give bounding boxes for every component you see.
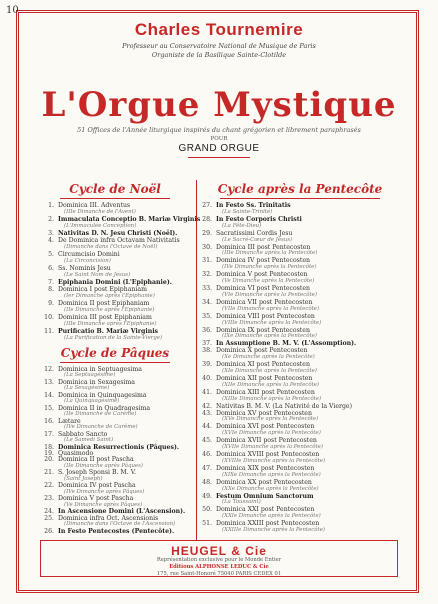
office-subtitle: (XXIe Dimanche après la Pentecôte) bbox=[222, 513, 321, 520]
cycle-paques-rule bbox=[60, 362, 170, 363]
cycle-noel-rule bbox=[60, 198, 170, 199]
publisher-name: HEUGEL & Cie bbox=[171, 544, 267, 558]
office-number: 37. bbox=[202, 340, 212, 348]
office-number: 15. bbox=[44, 404, 54, 412]
office-title: Dominica in Sexagesima bbox=[58, 378, 135, 386]
publisher-line-2: Editions ALPHONSE LEDUC & Cie bbox=[169, 564, 269, 570]
office-subtitle: (IIe Dimanche de Carême) bbox=[64, 411, 137, 418]
office-title: In Festo Ss. Trinitatis bbox=[216, 202, 291, 209]
work-title: L'Orgue Mystique bbox=[41, 85, 397, 125]
office-subtitle: (La Septuagésime) bbox=[64, 372, 116, 379]
office-title: Dominica II post Pascha bbox=[58, 456, 134, 464]
office-title: Dominica XX post Pentecosten bbox=[216, 478, 312, 486]
column-divider bbox=[196, 180, 197, 540]
office-number: 45. bbox=[202, 437, 212, 445]
office-title: Dominica III post Pentecosten bbox=[216, 243, 311, 251]
instrument-label: GRAND ORGUE bbox=[178, 143, 260, 154]
office-number: 17. bbox=[44, 430, 54, 438]
office-entry bbox=[42, 528, 174, 535]
office-entry bbox=[42, 216, 200, 223]
office-number: 5. bbox=[48, 251, 54, 258]
office-number: 46. bbox=[202, 451, 212, 458]
office-subtitle: (IIe Dimanche après Pâques) bbox=[64, 462, 143, 469]
office-subtitle: (La Quinquagésime) bbox=[64, 398, 120, 405]
office-number: 7. bbox=[48, 279, 54, 286]
office-number: 8. bbox=[48, 286, 54, 293]
office-entry bbox=[42, 202, 130, 209]
office-number: 33. bbox=[202, 285, 212, 292]
office-number: 40. bbox=[202, 374, 212, 382]
office-number: 16. bbox=[44, 417, 54, 425]
office-subtitle: (La Toussaint) bbox=[222, 499, 261, 506]
office-title: In Ascensione Domini (L'Ascension). bbox=[58, 508, 186, 516]
office-subtitle: (Xe Dimanche après la Pentecôte) bbox=[222, 354, 315, 361]
office-number: 18. bbox=[44, 443, 54, 451]
office-title: Circumcisio Domini bbox=[58, 251, 120, 258]
office-entry bbox=[42, 279, 172, 286]
publisher-line-3: 175, rue Saint-Honoré 75040 PARIS CEDEX 01 bbox=[156, 571, 282, 577]
office-title: Dominica XVIII post Pentecosten bbox=[216, 451, 320, 458]
office-title: Dominica IV post Pentecosten bbox=[216, 257, 310, 265]
office-entry bbox=[42, 286, 147, 293]
office-number: 24. bbox=[44, 508, 54, 516]
cycle-noel-heading: Cycle de Noël bbox=[69, 182, 161, 196]
office-subtitle: (IIe Dimanche après l'Epiphanie) bbox=[64, 307, 155, 313]
office-number: 27. bbox=[202, 202, 212, 209]
office-number: 25. bbox=[44, 514, 54, 522]
office-number: 23. bbox=[44, 495, 54, 503]
office-subtitle: (L'Immaculée Conception) bbox=[64, 223, 137, 229]
office-number: 39. bbox=[202, 361, 212, 369]
office-number: 10. bbox=[44, 314, 54, 321]
office-subtitle: (IIIe Dimanche après la Pentecôte) bbox=[222, 250, 318, 257]
office-entry bbox=[42, 265, 111, 272]
office-number: 41. bbox=[202, 388, 212, 396]
office-title: Dominica Resurrectionis (Pâques). bbox=[58, 443, 180, 451]
page-number: 10 bbox=[6, 5, 19, 16]
title-rule bbox=[188, 157, 250, 158]
office-number: 32. bbox=[202, 271, 212, 279]
office-number: 26. bbox=[44, 527, 54, 535]
office-subtitle: (Le Samedi Saint) bbox=[64, 437, 114, 444]
office-title: Dominica IX post Pentecosten bbox=[216, 326, 310, 334]
office-number: 20. bbox=[44, 456, 54, 464]
office-number: 38. bbox=[202, 347, 212, 355]
office-subtitle: (Dimanche dans l'Octave de Noël) bbox=[64, 244, 158, 250]
office-subtitle: (XVe Dimanche après la Pentecôte) bbox=[222, 416, 319, 423]
office-title: Dominica II in Quadragesima bbox=[58, 404, 151, 412]
office-title: Dominica XIX post Pentecosten bbox=[216, 464, 315, 472]
office-number: 2. bbox=[48, 216, 54, 223]
office-subtitle: (La Sexagésime) bbox=[64, 385, 110, 392]
office-title: Dominica in Septuagesima bbox=[58, 366, 142, 373]
composer-name: Charles Tournemire bbox=[134, 20, 304, 39]
office-title: Dominica XIII post Pentecosten bbox=[216, 388, 315, 396]
office-number: 51. bbox=[202, 520, 212, 528]
office-entry bbox=[42, 300, 149, 307]
office-title: Lætare bbox=[58, 417, 81, 425]
office-title: Dominica III post Epiphaniam bbox=[58, 314, 152, 321]
office-title: Dominica VI post Pentecosten bbox=[216, 285, 310, 292]
office-subtitle: (Dimanche dans l'Octave de l'Ascension) bbox=[64, 521, 176, 528]
office-entry bbox=[42, 237, 180, 244]
office-subtitle: (La Sainte-Trinité) bbox=[222, 208, 273, 215]
office-subtitle: (Le Saint Nom de Jésus) bbox=[64, 272, 131, 278]
office-entry bbox=[42, 328, 158, 335]
office-number: 49. bbox=[202, 492, 212, 500]
office-subtitle: (Saint Joseph) bbox=[64, 475, 103, 482]
office-title: De Dominica infra Octavam Nativitatis bbox=[58, 237, 180, 244]
office-subtitle: (La Fête-Dieu) bbox=[222, 222, 262, 229]
office-subtitle: (XIIe Dimanche après la Pentecôte) bbox=[222, 381, 320, 388]
office-title: Dominica X post Pentecosten bbox=[216, 347, 308, 355]
cycle-paques-heading: Cycle de Pâques bbox=[60, 346, 170, 360]
office-subtitle: (Ve Dimanche après Pâques) bbox=[64, 501, 143, 508]
office-subtitle: (VIe Dimanche après la Pentecôte) bbox=[222, 291, 317, 298]
composer-title-line-2: Organiste de la Basilique Sainte-Clotilde bbox=[151, 51, 287, 59]
office-number: 36. bbox=[202, 326, 212, 334]
office-title: Dominica VII post Pentecosten bbox=[216, 298, 313, 306]
office-title: Dominica I post Epiphaniam bbox=[58, 286, 147, 293]
office-title: Dominica V post Pascha bbox=[58, 495, 134, 503]
office-number: 42. bbox=[202, 402, 212, 410]
cycle-pentecote-rule bbox=[220, 198, 380, 199]
office-number: 21. bbox=[44, 469, 54, 477]
office-number: 4. bbox=[48, 237, 54, 244]
office-number: 30. bbox=[202, 243, 212, 251]
office-number: 28. bbox=[202, 215, 212, 223]
office-number: 19. bbox=[44, 450, 54, 457]
office-subtitle: (XIIIe Dimanche après la Pentecôte) bbox=[222, 395, 322, 402]
office-title: Dominica infra Oct. Ascensionis bbox=[58, 514, 159, 522]
office-title: In Festo Pentecostes (Pentecôte). bbox=[58, 527, 175, 535]
office-title: Dominica XXI post Pentecosten bbox=[216, 506, 315, 514]
office-number: 13. bbox=[44, 378, 54, 386]
office-number: 47. bbox=[202, 464, 212, 472]
office-subtitle: (IVe Dimanche après Pâques) bbox=[64, 488, 145, 495]
office-subtitle: (XXe Dimanche après la Pentecôte) bbox=[222, 485, 319, 492]
composer-title-line-1: Professeur au Conservatoire National de Musique de Paris bbox=[122, 42, 316, 50]
office-title: Dominica XXIII post Pentecosten bbox=[216, 520, 320, 528]
office-subtitle: (IXe Dimanche après la Pentecôte) bbox=[222, 333, 317, 340]
office-title: Sacratissimi Cordis Jesu bbox=[216, 229, 293, 237]
office-entry bbox=[42, 251, 120, 258]
office-number: 50. bbox=[202, 506, 212, 514]
office-title: S. Joseph Sponsi B. M. V. bbox=[58, 469, 137, 477]
office-number: 31. bbox=[202, 257, 212, 265]
office-number: 48. bbox=[202, 478, 212, 486]
office-number: 1. bbox=[48, 202, 54, 209]
office-title: In Festo Corporis Christi bbox=[216, 215, 302, 223]
office-subtitle: (IIIe Dimanche de l'Avent) bbox=[64, 209, 136, 215]
office-subtitle: (Ve Dimanche après la Pentecôte) bbox=[222, 278, 315, 285]
office-title: Immaculata Conceptio B. Mariæ Virginis bbox=[58, 216, 201, 223]
office-subtitle: (XVIe Dimanche après la Pentecôte) bbox=[222, 430, 321, 437]
office-title: Dominica XVI post Pentecosten bbox=[216, 423, 315, 431]
office-subtitle: (XXIIIe Dimanche après la Pentecôte) bbox=[222, 527, 325, 534]
office-title: Dominica VIII post Pentecosten bbox=[216, 312, 315, 320]
office-title: Festum Omnium Sanctorum bbox=[216, 492, 314, 500]
office-title: Dominica V post Pentecosten bbox=[216, 271, 308, 279]
office-subtitle: (XVIIe Dimanche après la Pentecôte) bbox=[222, 444, 323, 451]
office-title: Quasimodo bbox=[58, 450, 94, 457]
office-title: Dominica IV post Pascha bbox=[58, 482, 136, 490]
office-title: Purificatio B. Mariæ Virginis bbox=[58, 328, 159, 335]
office-entry bbox=[42, 230, 177, 237]
office-subtitle: (IIIe Dimanche après l'Epiphanie) bbox=[64, 321, 157, 327]
office-number: 14. bbox=[44, 391, 54, 399]
office-title: Dominica II post Epiphaniam bbox=[58, 300, 150, 307]
office-subtitle: (VIIe Dimanche après la Pentecôte) bbox=[222, 305, 320, 312]
office-subtitle: (XVIIIe Dimanche après la Pentecôte) bbox=[222, 457, 326, 464]
office-number: 34. bbox=[202, 298, 212, 306]
office-subtitle: (La Circoncision) bbox=[64, 258, 111, 264]
office-subtitle: (IVe Dimanche de Carême) bbox=[64, 424, 138, 431]
office-number: 9. bbox=[48, 300, 54, 307]
office-title: Epiphania Domini (L'Epiphanie). bbox=[58, 279, 172, 286]
office-title: Ss. Nominis Jesu bbox=[58, 265, 111, 272]
pour-label: POUR bbox=[210, 136, 228, 142]
work-description: 51 Offices de l'Année liturgique inspirés du chant grégorien et librement paraphrasés bbox=[77, 126, 361, 134]
office-title: In Assumptione B. M. V. (L'Assomption). bbox=[216, 340, 357, 348]
cycle-pentecote-heading: Cycle après la Pentecôte bbox=[217, 182, 383, 196]
office-subtitle: (XIe Dimanche après la Pentecôte) bbox=[222, 368, 317, 374]
office-number: 35. bbox=[202, 312, 212, 320]
office-title: Sabbato Sancto bbox=[58, 430, 108, 438]
office-title: Dominica XVII post Pentecosten bbox=[216, 437, 317, 445]
office-number: 22. bbox=[44, 482, 54, 490]
office-number: 44. bbox=[202, 423, 212, 431]
office-title: Dominica III. Adventus bbox=[58, 202, 131, 209]
office-title: Nativitas B. M. V. (La Nativité de la Vierge) bbox=[216, 402, 352, 410]
office-number: 3. bbox=[48, 230, 54, 237]
office-number: 12. bbox=[44, 366, 54, 373]
office-title: Nativitas D. N. Jesu Christi (Noël). bbox=[58, 230, 178, 237]
office-entry bbox=[42, 314, 152, 321]
office-title: Dominica XII post Pentecosten bbox=[216, 374, 313, 382]
office-subtitle: (VIIIe Dimanche après la Pentecôte) bbox=[222, 319, 322, 326]
office-number: 43. bbox=[202, 409, 212, 417]
office-subtitle: (La Purification de la Sainte-Vierge) bbox=[64, 335, 163, 341]
office-title: Dominica XV post Pentecosten bbox=[216, 409, 312, 417]
office-subtitle: (Le Sacré-Cœur de Jésus) bbox=[222, 236, 293, 243]
office-number: 11. bbox=[44, 328, 54, 335]
office-number: 29. bbox=[202, 229, 212, 237]
office-subtitle: (XIXe Dimanche après la Pentecôte) bbox=[222, 471, 321, 478]
office-number: 6. bbox=[48, 265, 54, 272]
office-title: Dominica in Quinquagesima bbox=[58, 391, 147, 399]
office-title: Dominica XI post Pentecosten bbox=[216, 361, 310, 369]
office-subtitle: (Ier Dimanche après l'Epiphanie) bbox=[64, 293, 155, 299]
office-subtitle: (IVe Dimanche après la Pentecôte) bbox=[222, 264, 317, 271]
publisher-line-1: Représentation exclusive pour le Monde Entier bbox=[156, 557, 282, 563]
